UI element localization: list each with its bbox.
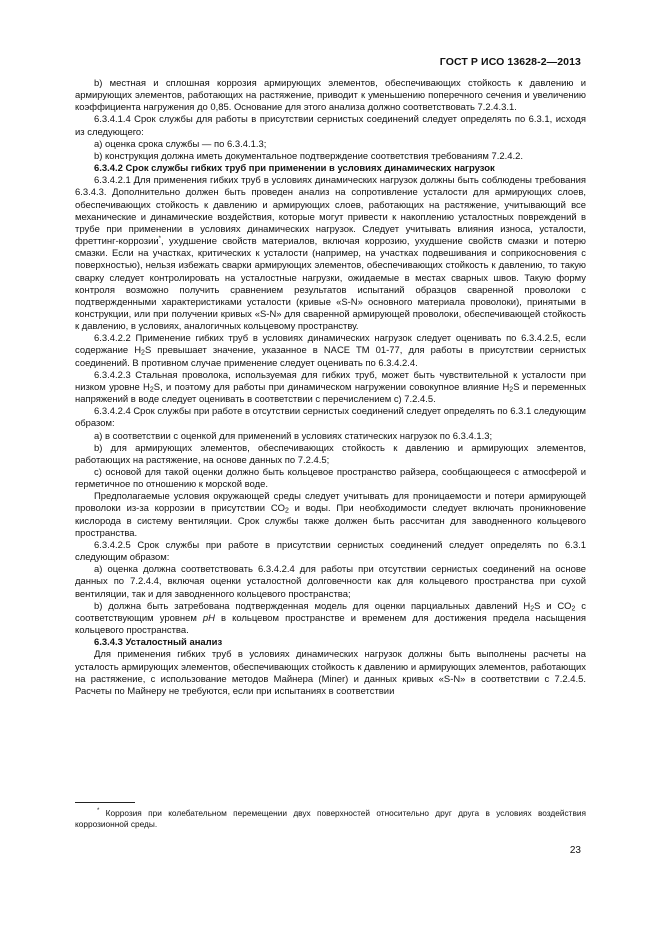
list-item: b) должна быть затребована подтвержденная модель для оценки парциальных давлений $H_2S$ и $CO_2$ с соответствующим уровнем pH в кольцевом пространстве и временем для достижения предела насыщения кольцевого пространства. [75, 600, 587, 637]
footnote: * Коррозия при колебательном перемещении двух поверхностей относительно друг друга в условиях воздействия коррозионной среды. [75, 808, 586, 829]
paragraph: 6.3.4.2.1 Для применения гибких труб в условиях динамических нагрузок должны быть соблюдены требования 6.3.4.3. Дополнительно должен быть проведен анализ на сопротивление усталости для армирующих слоев, обеспечивающих стойкость к давлению и армирующих слоев, работающих на растяжение, учитывающий все механические и динамические воздействия, которые могут привести к накоплению усталостных повреждений в трубе при применении в условиях динамических нагрузок. Следует учитывать влияния износа, усталости, фреттинг-коррозии*, ухудшение свойств материалов, включая коррозию, ухудшение свойств смазки и потерю смазки. Если на участках, критических к усталости (например, на участках подвешивания и соприкосновения с поверхностью), нельзя избежать сварки армирующих элементов, обеспечивающих стойкость к давлению, то такую сварку следует контролировать на усталостные нагрузки, ожидаемые в местах сварных швов. Такую форму контроля возможно получить сравнением результатов испытаний образцов сваренной проволоки с подтвержденными характеристиками усталости (кривые «S-N» основного материала проволоки), принятыми в конструкции, или при получении кривых «S-N» для сваренной армирующей проволоки, обеспечивающей стойкость к давлению, в условиях, аналогичных кольцевому пространству. [75, 175, 586, 333]
paragraph: 6.3.4.2.5 Срок службы при работе в присутствии сернистых соединений следует определять по 6.3.1 следующим образом: [75, 539, 586, 564]
list-item: b) для армирующих элементов, обеспечивающих стойкость к давлению и армирующих элементов, работающих на растяжение, на основе данных по 7.2.4.5; [75, 442, 586, 466]
footnote-divider [75, 802, 135, 803]
paragraph: b) местная и сплошная коррозия армирующих элементов, обеспечивающих стойкость к давлению и армирующих элементов, работающих на растяжение, приводит к уменьшению поперечного сечения и увеличению коэффициента нагружения до 0,85. Основание для этого анализа должно соответствовать 7.2.4.3.1. [75, 78, 586, 114]
list-item: c) основой для такой оценки должно быть кольцевое пространство райзера, сообщающееся с атмосферой и герметичное по отношению к морской воде. [75, 467, 586, 491]
paragraph: 6.3.4.2.4 Срок службы при работе в отсутствии сернистых соединений следует определять по 6.3.1 следующим образом: [75, 406, 586, 430]
page-number: 23 [569, 845, 581, 856]
paragraph: Предполагаемые условия окружающей среды следует учитывать для проницаемости и потери армирующей проволоки из-за коррозии в присутствии $CO_2$ и воды. При необходимости следует включать проникновение кислорода в систему вентиляции. Срок службы также должен быть рассчитан для заводненного кольцевого пространства. [75, 491, 586, 539]
document-code-header: ГОСТ Р ИСО 13628-2—2013 [439, 56, 581, 68]
list-item: b) конструкция должна иметь документальное подтверждение соответствия требованиям 7.2.4.2. [94, 150, 524, 162]
list-item: a) оценка должна соответствовать 6.3.4.2.4 для работы при отсутствии сернистых соединений на основе данных по 7.2.4.4, включая оценки усталостной долговечности как для кольцевого пространства при сухой вентиляции, так и для заводненного кольцевого пространства; [75, 564, 586, 600]
document-body [75, 78, 586, 698]
paragraph: 6.3.4.2.2 Применение гибких труб в условиях динамических нагрузок следует оценивать по 6.3.4.2.5, если содержание $H_2S$ превышает значение, указанное в NACE TM 01-77, для работы в присутствии сернистых соединений. В противном случае применение следует оценивать по 6.3.4.2.4. [75, 333, 586, 369]
list-item: a) оценка срока службы — по 6.3.4.1.3; [94, 138, 267, 150]
section-heading: 6.3.4.3 Усталостный анализ [94, 637, 223, 649]
list-item: a) в соответствии с оценкой для применений в условиях статических нагрузок по 6.3.4.1.3; [94, 430, 493, 442]
paragraph: 6.3.4.2.3 Стальная проволока, используемая для гибких труб, может быть чувствительной к усталости при низком уровне $H_2S$, и поэтому для работы при динамическом нагружении совокупное влияние $H_2S$ и переменных напряжений в воде следует оценивать в соответствии с перечислением c) 7.2.4.5. [75, 369, 586, 406]
paragraph: Для применения гибких труб в условиях динамических нагрузок должны быть выполнены расчеты на усталость армирующих элементов, обеспечивающих стойкость к давлению и армирующих элементов, работающих на растяжение, с использование методов Майнера (Miner) и данных кривых «S-N» в соответствии с 7.2.4.5. Расчеты по Майнеру не требуются, если при испытаниях в соответствии [75, 649, 586, 697]
paragraph: 6.3.4.1.4 Срок службы для работы в присутствии сернистых соединений следует определять по 6.3.1, исходя из следующего: [75, 114, 586, 138]
section-heading: 6.3.4.2 Срок службы гибких труб при применении в условиях динамических нагрузок [94, 163, 495, 175]
